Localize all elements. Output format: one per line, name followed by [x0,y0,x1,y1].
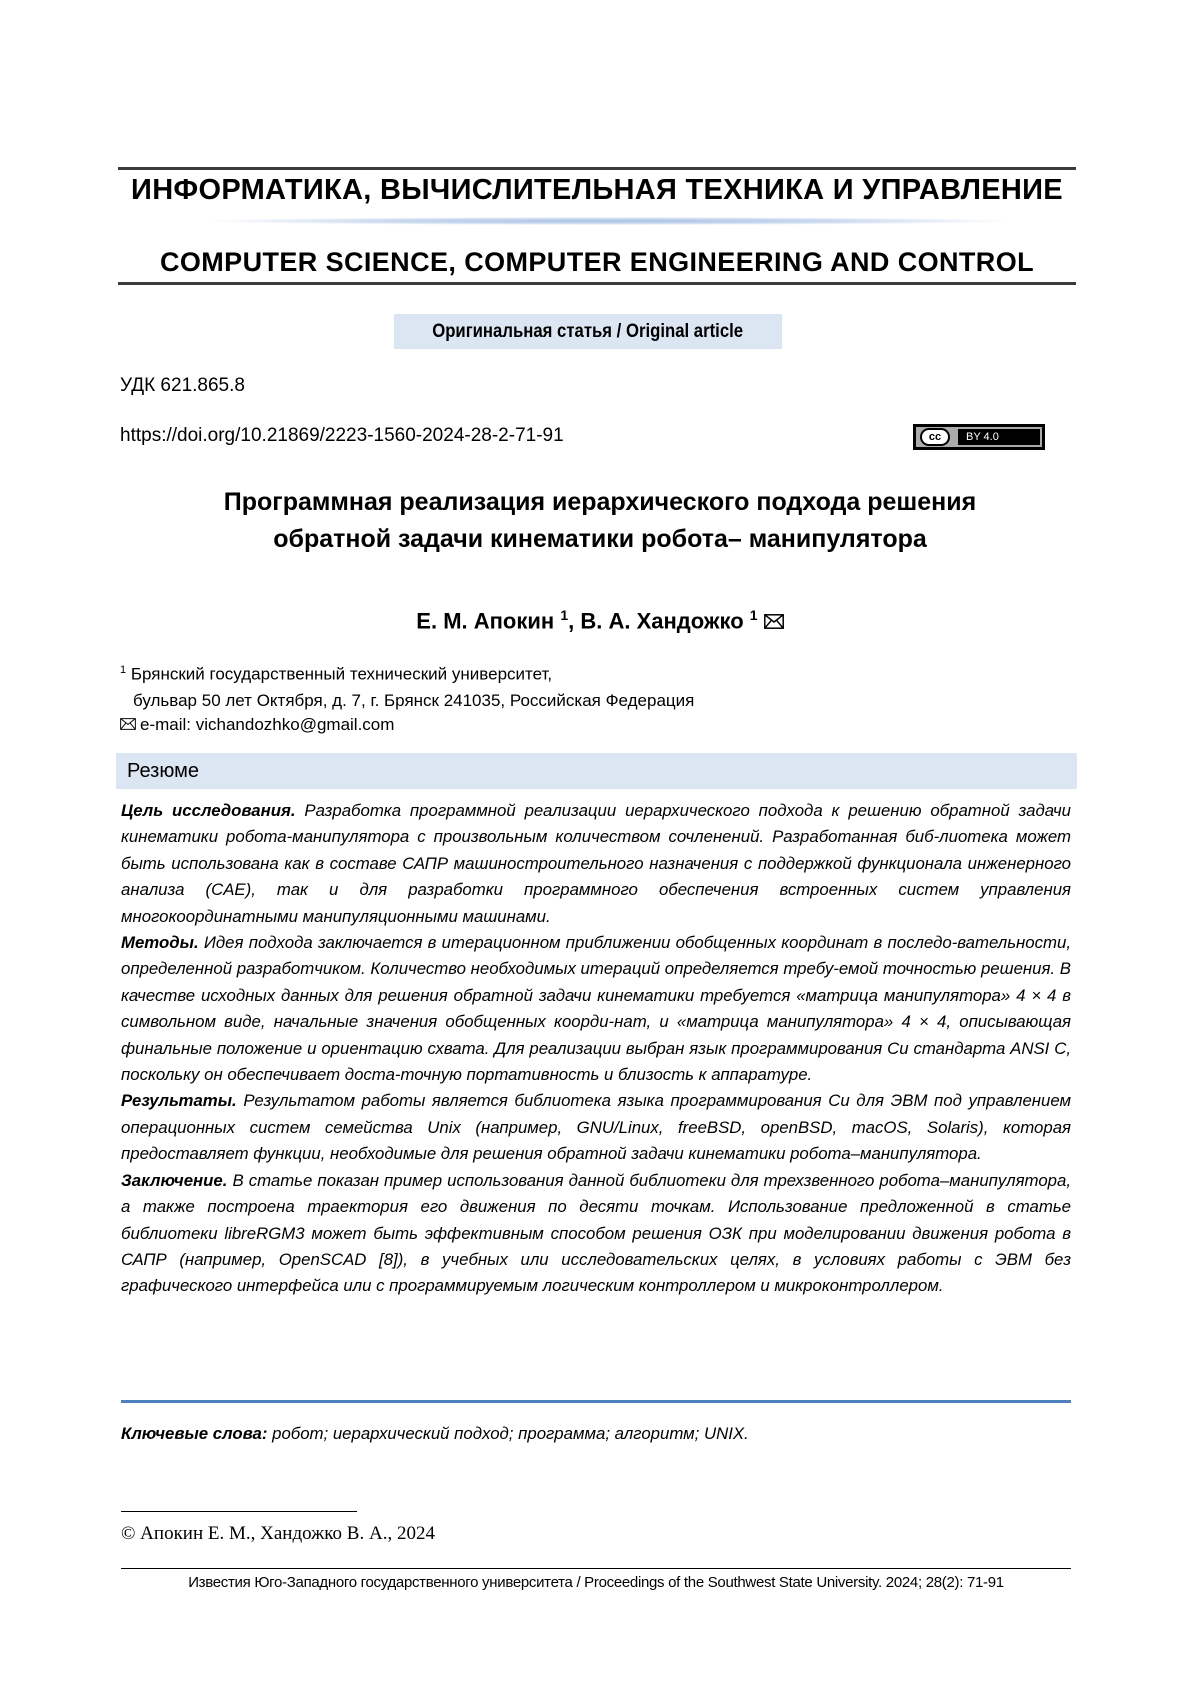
journal-footer: Известия Юго-Западного государственного университета / Proceedings of the Southwest State University. 2024; 28(2): 71-91 [188,1574,1004,1591]
conclusion-text: В статье показан пример использования данной библиотеки для трехзвенного робота–манипулятора, а также построена траектория его движения по десяти точкам. Использование предложенной в статье библиотеки libreRGM3 может быть эффективным способом решения ОЗК при моделировании движения робота в САПР (например, OpenSCAD [8]), в учебных или исследовательских целях, в условиях работы с ЭВМ без графического интерфейса или с программируемым логическим контроллером и микроконтроллером. [121,1170,1071,1296]
results-label: Результаты. [121,1091,237,1111]
abstract-heading-bar [116,753,1077,789]
footer-rule [121,1568,1071,1569]
section-title-ru: ИНФОРМАТИКА, ВЫЧИСЛИТЕЛЬНАЯ ТЕХНИКА И УПРАВЛЕНИЕ [131,174,1063,206]
author-separator: , [568,608,581,634]
article-title [130,484,1070,558]
udc-code: УДК 621.865.8 [120,375,245,396]
envelope-icon [764,614,784,629]
footnote-rule [121,1511,357,1512]
affil-mark: 1 [120,664,127,676]
article-type-label: Оригинальная статья / Original article [432,321,744,342]
envelope-icon [120,718,136,730]
title-line-2: обратной задачи кинематики робота– манипулятора [273,525,927,553]
goal-label: Цель исследования. [121,801,296,820]
affil-line-2: бульвар 50 лет Октября, д. 7, г. Брянск 241035, Российская Федерация [133,690,695,710]
cc-license-badge[interactable] [913,424,1045,450]
author-name: В. А. Хандожко [580,608,744,634]
affil-line-1: Брянский государственный технический университет, [130,664,553,684]
abstract-conclusion [121,1168,1071,1300]
abstract-results [121,1088,1071,1167]
abstract-divider [121,1400,1071,1403]
goal-text: Разработка программной реализации иерархического подхода к решению обратной задачи кинематики робота-манипулятора с произвольным количеством сочленений. Разработанная биб-лиотека может быть использована как в составе САПР машиностроительного назначения с поддержкой функционала инженерного анализа (CAE), так и для разработки программного обеспечения встроенных систем управления многокоординатными манипуляционными машинами. [121,801,1071,926]
methods-label: Методы. [121,933,199,953]
abstract-heading: Резюме [127,760,199,782]
decorative-divider [210,217,1010,225]
keywords-text: робот; иерархический подход; программа; алгоритм; UNIX. [272,1424,749,1443]
email-line [120,713,394,737]
abstract-body [121,798,1071,1300]
results-text: Результатом работы является библиотека языка программирования Си для ЭВМ под управлением операционных систем семейства Unix (например, GNU/Linux, freeBSD, openBSD, macOS, Solaris), которая предоставляет функции, необходимые для решения обратной задачи кинематики робота–манипулятора. [121,1091,1071,1164]
doi-link[interactable]: https://doi.org/10.21869/2223-1560-2024-28-2-71-91 [120,425,564,446]
cc-badge-body [916,427,1042,447]
author-name: Е. М. Апокин [416,608,555,634]
article-type-badge [394,314,782,349]
section-title-en: COMPUTER SCIENCE, COMPUTER ENGINEERING AND CONTROL [159,247,1035,277]
cc-icon: cc [920,428,950,446]
affiliation [120,657,694,714]
keywords-label: Ключевые слова: [121,1424,268,1443]
abstract-methods [121,930,1071,1088]
abstract-goal [121,798,1071,930]
email-address[interactable]: e-mail: vichandozhko@gmail.com [140,715,395,734]
copyright-notice: © Апокин Е. М., Хандожко В. А., 2024 [121,1523,435,1544]
author-affil-mark: 1 [560,607,569,623]
cc-by-label: BY 4.0 [958,429,1040,445]
conclusion-label: Заключение. [121,1170,228,1190]
header-rule [118,282,1076,285]
title-line-1: Программная реализация иерархического подхода решения [223,488,977,516]
methods-text: Идея подхода заключается в итерационном приближении обобщенных координат в последо-вательности, определенной разработчиком. Количество необходимых итераций определяется требу-емой точностью решения. В качестве исходных данных для решения обратной задачи кинематики требуется «матрица манипулятора» 4 × 4 в символьном виде, начальные значения обобщенных коорди-нат, и «матрица манипулятора» 4 × 4, описывающая финальные положение и ориентацию схвата. Для реализации выбран язык программирования Си стандарта ANSI C, поскольку он обеспечивает доста-точную портативность и близость к аппаратуре. [121,933,1071,1085]
authors-line [130,600,1070,636]
keywords [121,1422,1071,1446]
author-affil-mark: 1 [749,607,758,623]
